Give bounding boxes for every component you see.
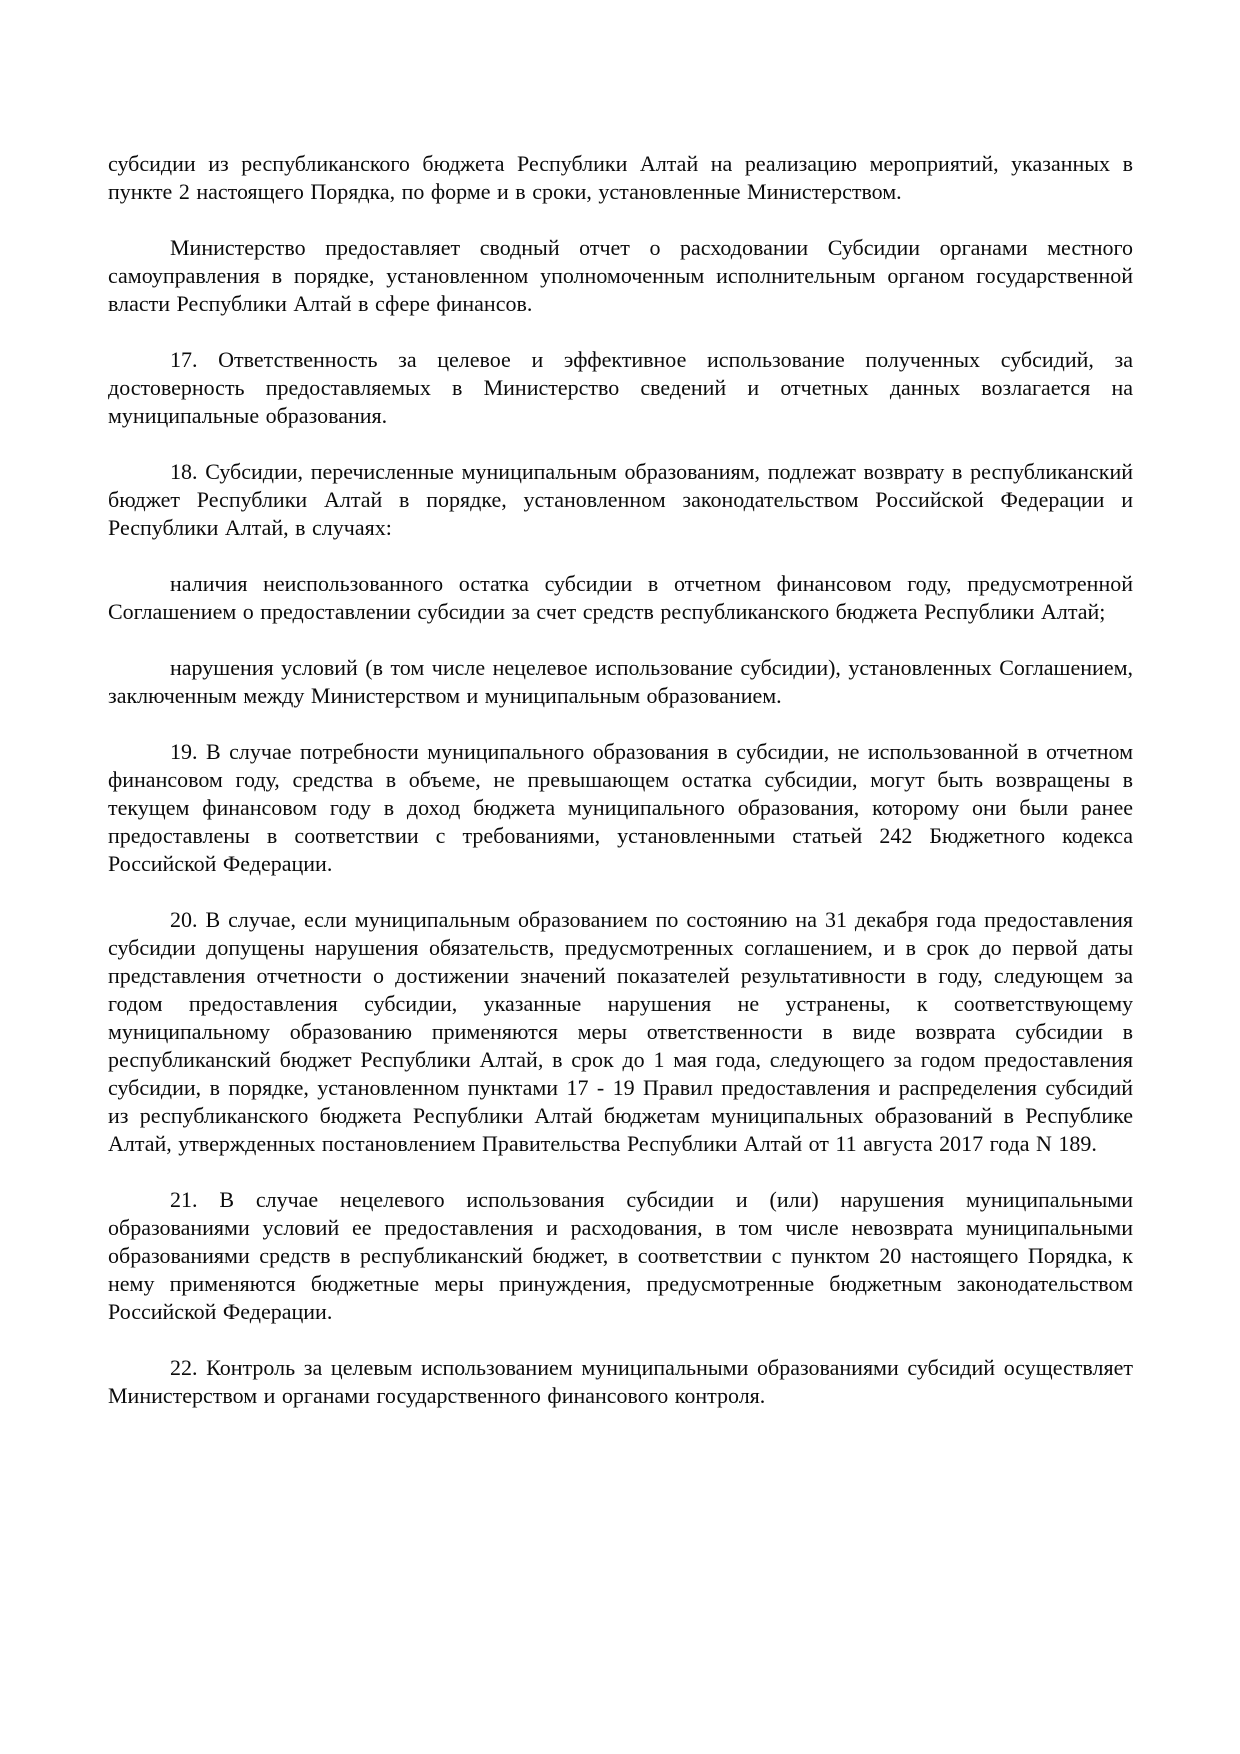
paragraph-item-19: 19. В случае потребности муниципального образования в субсидии, не использованной в отчетном финансовом году, средства в объеме, не превышающем остатка субсидии, могут быть возвращены в текущем финансовом году в доход бюджета муниципального образования, которому они были ранее предоставлены в соответствии с требованиями, установленными статьей 242 Бюджетного кодекса Российской Федерации. xyxy=(108,739,1133,876)
paragraph-item-17: 17. Ответственность за целевое и эффективное использование полученных субсидий, за достоверность предоставляемых в Министерство сведений и отчетных данных возлагается на муниципальные образования. xyxy=(108,347,1133,428)
paragraph-item-20: 20. В случае, если муниципальным образованием по состоянию на 31 декабря года предоставления субсидии допущены нарушения обязательств, предусмотренных соглашением, и в срок до первой даты представления отчетности о достижении значений показателей результативности в году, следующем за годом предоставления субсидии, указанные нарушения не устранены, к соответствующему муниципальному образованию применяются меры ответственности в виде возврата субсидии в республиканский бюджет Республики Алтай, в срок до 1 мая года, следующего за годом предоставления субсидии, в порядке, установленном пунктами 17 - 19 Правил предоставления и распределения субсидий из республиканского бюджета Республики Алтай бюджетам муниципальных образований в Республике Алтай, утвержденных постановлением Правительства Республики Алтай от 11 августа 2017 года N 189. xyxy=(108,907,1133,1156)
paragraph-ministry-report: Министерство предоставляет сводный отчет о расходовании Субсидии органами местного самоуправления в порядке, установленном уполномоченным исполнительным органом государственной власти Республики Алтай в сфере финансов. xyxy=(108,235,1133,316)
paragraph-item-21: 21. В случае нецелевого использования субсидии и (или) нарушения муниципальными образованиями условий ее предоставления и расходования, в том числе невозврата муниципальными образованиями средств в республиканский бюджет, в соответствии с пунктом 20 настоящего Порядка, к нему применяются бюджетные меры принуждения, предусмотренные бюджетным законодательством Российской Федерации. xyxy=(108,1187,1133,1324)
document-text-block xyxy=(108,150,1133,1410)
paragraph-item-18: 18. Субсидии, перечисленные муниципальным образованиям, подлежат возврату в республиканский бюджет Республики Алтай в порядке, установленном законодательством Российской Федерации и Республики Алтай, в случаях: xyxy=(108,459,1133,540)
paragraph-item-18-case-2: нарушения условий (в том числе нецелевое использование субсидии), установленных Соглашением, заключенным между Министерством и муниципальным образованием. xyxy=(108,655,1133,708)
paragraph-item-22: 22. Контроль за целевым использованием муниципальными образованиями субсидий осуществляет Министерством и органами государственного финансового контроля. xyxy=(108,1355,1133,1408)
paragraph-item-18-case-1: наличия неиспользованного остатка субсидии в отчетном финансовом году, предусмотренной Соглашением о предоставлении субсидии за счет средств республиканского бюджета Республики Алтай; xyxy=(108,571,1133,624)
paragraph-continuation: субсидии из республиканского бюджета Республики Алтай на реализацию мероприятий, указанных в пункте 2 настоящего Порядка, по форме и в сроки, установленные Министерством. xyxy=(108,151,1133,204)
